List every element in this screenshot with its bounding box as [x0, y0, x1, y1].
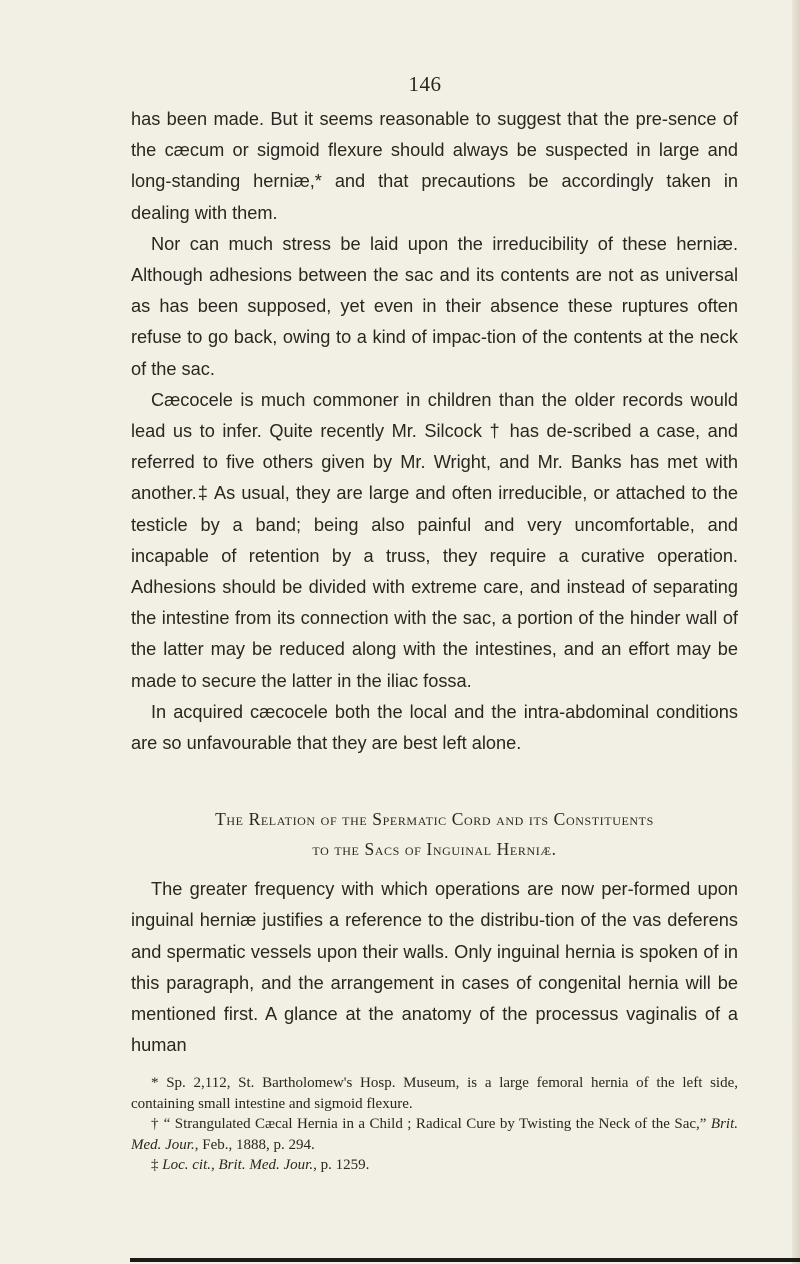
paragraph-caecocele-children: Cæcocele is much commoner in children than the older records would lead us to infer. Quite recently Mr. Silcock † has de-scribed a case, and referred to five others given by Mr. Wright, and Mr. Banks has met with another.‡ As usual, they are large and often irreducible, or attached to the testicle by a band; being also painful and very uncomfortable, and incapable of retention by a truss, they require a curative operation. Adhesions should be divided with extreme care, and instead of separating the intestine from its connection with the sac, a portion of the hinder wall of the latter may be reduced along with the intestines, and an effort may be made to secure the latter in the iliac fossa. — [131, 389, 738, 691]
footnote-double-dagger-journal: Loc. cit., Brit. Med. Jour. — [162, 1157, 314, 1174]
footnotes — [131, 1073, 738, 1176]
paragraph-acquired-caecocele: In acquired cæcocele both the local and the intra-abdominal conditions are so unfavourable that they are best left alone. — [131, 701, 738, 754]
page-edge-shadow — [792, 0, 800, 1264]
section-heading-line-1: The Relation of the Spermatic Cord and its Constituents — [215, 809, 654, 830]
section-heading-line-2: to the Sacs of Inguinal Herniæ. — [312, 839, 557, 860]
footnote-dagger-citation: , Feb., 1888, p. 294. — [194, 1136, 315, 1153]
footnote-double-dagger-mark: ‡ — [151, 1157, 163, 1174]
section-heading — [131, 804, 738, 864]
paragraph-caecum-suspected: has been made. But it seems reasonable to suggest that the pre-sence of the cæcum or sigmoid flexure should always be suspected in large and long-standing herniæ,* and that precautions be accordingly taken in dealing with them. — [131, 109, 738, 223]
bottom-binding-rule — [130, 1258, 800, 1262]
footnote-star-text: * Sp. 2,112, St. Bartholomew's Hosp. Museum, is a large femoral hernia of the left side, containing small intestine and sigmoid flexure. — [131, 1075, 738, 1112]
paragraph-irreducibility: Nor can much stress be laid upon the irreducibility of these herniæ. Although adhesions between the sac and its contents are not as universal as has been supposed, yet even in their absence these ruptures often refuse to go back, owing to a kind of impac-tion of the contents at the neck of the sac. — [131, 233, 738, 379]
footnote-dagger-journal: Brit. Med. Jour. — [131, 1116, 738, 1153]
footnote-dagger — [131, 1114, 738, 1155]
footnote-star — [131, 1073, 738, 1114]
footnote-double-dagger-citation: , p. 1259. — [313, 1157, 370, 1174]
footnote-dagger-text: † “ Strangulated Cæcal Hernia in a Child ; Radical Cure by Twisting the Neck of the Sac,” — [151, 1116, 711, 1133]
page-body — [131, 104, 738, 1176]
paragraph-spermatic-cord: The greater frequency with which operations are now per-formed upon inguinal herniæ justifies a reference to the distribu-tion of the vas deferens and spermatic vessels upon their walls. Only inguinal hernia is spoken of in this paragraph, and the arrangement in cases of congenital hernia will be mentioned first. A glance at the anatomy of the processus vaginalis of a human — [131, 879, 738, 1056]
footnote-double-dagger — [131, 1155, 738, 1176]
page-number: 146 — [408, 72, 442, 96]
